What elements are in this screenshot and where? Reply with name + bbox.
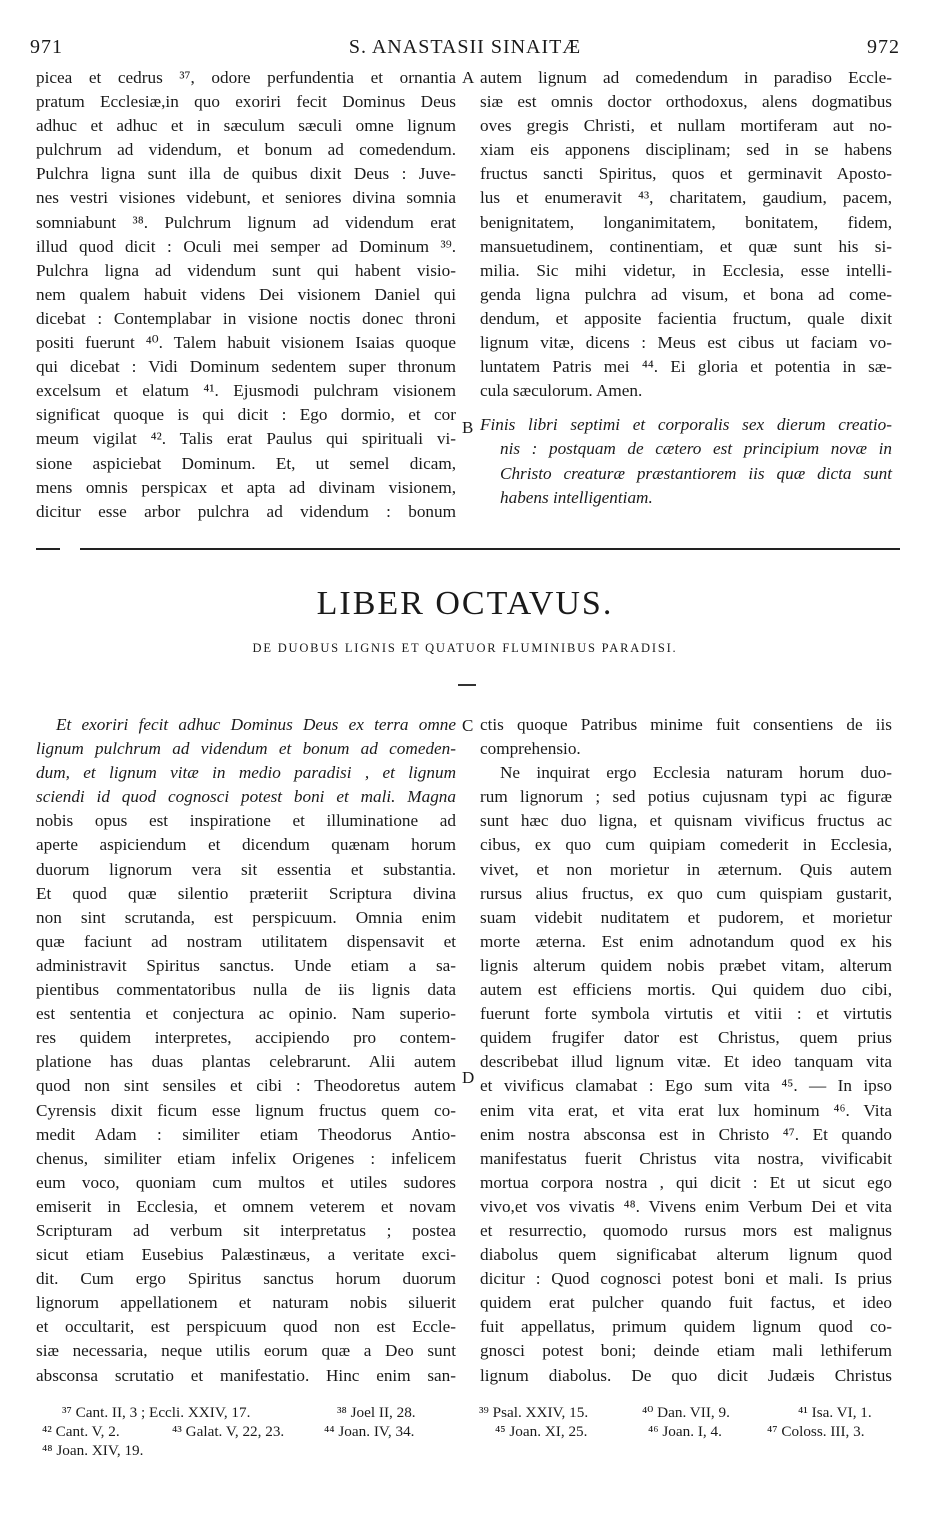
text-line: vivo,et vos vivatis ⁴⁸. Vivens enim Verbum Dei et vita (480, 1196, 892, 1216)
column-bottom-right (480, 713, 892, 1388)
page-number-right: 972 (867, 36, 900, 58)
text-line: mens omnis perspicax et apta ad divinam visionem, (36, 477, 456, 497)
text-line: comprehensio. (480, 739, 581, 759)
text-line: oves gregis Christi, et nullam mortiferam aut no- (480, 116, 892, 136)
text-line: vivet, et non morietur in æternum. Quis autem (480, 859, 892, 879)
text-line: Et exoriri fecit adhuc Dominus Deus ex terra omne (56, 715, 456, 734)
text-line: suam videbit nuditatem et pudorem, et morietur (480, 907, 892, 927)
text-line: quidem frugifer dator est Christus, quem prius (480, 1028, 892, 1048)
text-line: dendum, et apposite facientia fructum, quale dixit (480, 308, 892, 328)
text-line: pientibus commentatoribus nulla de iis lignis data (36, 980, 456, 1000)
text-line: lignum vitæ, dicens : Meus est cibus ut faciam vo- (480, 333, 892, 353)
text-line: Pulchra ligna ad videndum sunt qui habent visio- (36, 260, 456, 280)
finis-line: Finis libri septimi et corporalis sex dierum creatio- (480, 415, 892, 435)
footnote-ref: ³⁷ Cant. II, 3 ; Eccli. XXIV, 17. (62, 1404, 251, 1421)
text-line: mansuetudinem, continentiam, et quæ sunt his si- (480, 236, 892, 256)
text-line: positi fuerunt ⁴⁰. Talem habuit visionem Isaias quoque (36, 333, 456, 353)
text-line: est sententia et conjectura ac opinio. Nam superio- (36, 1004, 456, 1024)
footnote-ref: ⁴⁴ Joan. IV, 34. (324, 1423, 415, 1440)
divider-gap (60, 545, 80, 553)
margin-letter-b: B (462, 418, 474, 437)
text-line: chenus, similiter etiam infelix Origenes : infelicem (36, 1148, 456, 1168)
text-line: benignitatem, longanimitatem, bonitatem, fidem, (480, 212, 892, 232)
footnote-ref: ⁴¹ Isa. VI, 1. (798, 1404, 872, 1421)
footnote-row (42, 1422, 902, 1441)
margin-letter-c: C (462, 716, 474, 735)
text-line: Et quod quæ silentio præteriit Scriptura divina (36, 883, 456, 903)
footnote-ref: ⁴³ Galat. V, 22, 23. (172, 1423, 285, 1440)
text-line: sione aspiciebat Dominum. Et, ut semel dicam, (36, 453, 456, 473)
book-title: LIBER OCTAVUS. (316, 585, 614, 622)
title-ornament (458, 684, 476, 686)
footnote-ref: ³⁸ Joel II, 28. (337, 1404, 416, 1421)
margin-letter-d: D (462, 1068, 475, 1087)
footnotes (42, 1403, 902, 1460)
text-line: lignorum appellationem et naturam nobis siluerit (36, 1293, 456, 1313)
text-line: dicitur esse arbor pulchra ad videndum : bonum (36, 501, 456, 521)
text-line: et resurrectio, quomodo rursus mors est malignus (480, 1220, 892, 1240)
book-subtitle: DE DUOBUS LIGNIS ET QUATUOR FLUMINIBUS PARADISI. (252, 641, 678, 655)
text-line: autem lignum ad comedendum in paradiso Eccle- (480, 68, 892, 87)
text-line: dit. Cum ergo Spiritus sanctus horum duorum (36, 1269, 456, 1289)
text-line: siæ est omnis doctor orthodoxus, alens dogmatibus (480, 92, 892, 112)
text-line: lignum diabolus. De quo dicit Judæis Christus (480, 1365, 892, 1385)
text-line: nem qualem habuit videns Dei visionem Daniel qui (36, 284, 456, 304)
finis-line: habens intelligentiam. (500, 487, 653, 507)
text-line: Ne inquirat ergo Ecclesia naturam horum duo- (500, 763, 892, 783)
column-top-left (36, 66, 456, 524)
text-line: describebat illud lignum vitæ. Et ideo tanquam vita (480, 1052, 892, 1072)
text-line: pratum Ecclesiæ,in quo exoriri fecit Dominus Deus (36, 92, 456, 112)
text-line: cibus, ex quo cum quipiam comederit in Ecclesia, (480, 835, 892, 855)
text-line: illud quod dicit : Oculi mei semper ad Dominum ³⁹. (36, 236, 456, 256)
text-line: sciendi id quod cognosci potest boni et mali. Magna (36, 787, 456, 807)
page-number-left: 971 (30, 36, 63, 58)
column-top-right (480, 66, 892, 510)
finis-line: Christo creaturæ præstantiorem iis quæ dicta sunt (500, 463, 892, 483)
text-line: quidem erat pulcher quando fuit factus, et ideo (480, 1293, 892, 1313)
text-line: et vivificus clamabat : Ego sum vita ⁴⁵. — In ipso (480, 1076, 892, 1096)
text-line: xiam eis apponens disciplinam; sed in se habens (480, 140, 892, 160)
text-line: rursus alius fructus, ex quo cum quispiam gustarit, (480, 883, 892, 903)
footnote-ref: ⁴⁷ Coloss. III, 3. (767, 1423, 865, 1440)
section-divider (36, 548, 900, 550)
running-head (30, 36, 900, 66)
text-line: significat quoque is qui dicit : Ego dormio, et cor (36, 405, 456, 425)
footnote-ref: ⁴⁶ Joan. I, 4. (648, 1423, 722, 1440)
margin-letter-a: A (462, 68, 475, 87)
text-line: non sint scrutanda, est perspicuum. Omnia enim (36, 907, 456, 927)
text-line: qui dicebat : Vidi Dominum sedentem super thronum (36, 357, 456, 377)
text-line: lus et enumeravit ⁴³, charitatem, gaudium, pacem, (480, 188, 892, 208)
text-line: enim nostra absconsa est in Christo ⁴⁷. Et quando (480, 1124, 892, 1144)
text-line: fructus sancti Spiritus, quos et germinavit Aposto- (480, 164, 892, 184)
text-line: gnosci potest boni; deinde etiam mali lethiferum (480, 1341, 892, 1361)
text-line: excelsum et elatum ⁴¹. Ejusmodi pulchram visionem (36, 381, 456, 401)
text-line: cula sæculorum. Amen. (480, 381, 643, 401)
text-line: morte æterna. Est enim adnotandum quod ex his (480, 931, 892, 951)
text-line: lignum pulchrum ad videndum et bonum ad comeden- (36, 739, 456, 759)
finis-line: nis : postquam de cætero est principium novæ in (500, 439, 892, 459)
text-line: diabolus quem significabat alterum lignum quod (480, 1245, 892, 1265)
text-line: pulchrum ad videndum, et bonum ad comedendum. (36, 140, 456, 160)
text-line: duorum lignorum vera sit essentia et substantia. (36, 859, 456, 879)
text-line: milia. Sic mihi videtur, in Ecclesia, esse intelli- (480, 260, 892, 280)
footnote-ref: ⁴² Cant. V, 2. (42, 1423, 120, 1440)
text-line: emiserit in Ecclesia, et omnem veterem et novam (36, 1196, 456, 1216)
column-bottom-left (36, 713, 456, 1388)
text-line: sicut etiam Eusebius Palæstinæus, a veritate exci- (36, 1245, 456, 1265)
text-line: dicebat : Contemplabar in visione noctis donec throni (36, 308, 456, 328)
footnote-ref: ⁴⁸ Joan. XIV, 19. (42, 1442, 144, 1459)
footnote-row (42, 1441, 902, 1460)
text-line: medit Adam : similiter etiam Theodorus Antio- (36, 1124, 456, 1144)
text-line: dum, et lignum vitæ in medio paradisi , et lignum (36, 763, 456, 783)
text-line: autem est efficiens mortis. Qui quidem duo cibi, (480, 980, 892, 1000)
text-line: picea et cedrus ³⁷, odore perfundentia et ornantia (36, 68, 456, 87)
text-line: absconsa scrutatio et manifestatio. Hinc enim san- (36, 1365, 456, 1385)
footnote-ref: ⁴⁵ Joan. XI, 25. (495, 1423, 588, 1440)
text-line: ctis quoque Patribus minime fuit consentiens de iis (480, 715, 892, 734)
running-title: S. ANASTASII SINAITÆ (348, 36, 582, 58)
text-line: lignis alterum quidem nobis præbet vitam, alterum (480, 955, 892, 975)
text-line: somniabunt ³⁸. Pulchrum lignum ad videndum erat (36, 212, 456, 232)
text-line: rum lignorum ; sed potius cujusnam typi ac figuræ (480, 787, 892, 807)
text-line: fuerunt forte symbola virtutis et vitii : et virtutis (480, 1004, 892, 1024)
text-line: administravit Spiritus sanctus. Unde etiam a sa- (36, 955, 456, 975)
text-line: luntatem Patris mei ⁴⁴. Ei gloria et potentia in sæ- (480, 357, 892, 377)
text-line: nes vestri visiones videbunt, et seniores divina somnia (36, 188, 456, 208)
text-line: meum vigilat ⁴². Talis erat Paulus qui spirituali vi- (36, 429, 456, 449)
text-line: Pulchra ligna sunt illa de quibus dixit Deus : Juve- (36, 164, 456, 184)
footnote-row (42, 1403, 902, 1422)
text-line: adhuc et adhuc et in sæculum sæculi omne lignum (36, 116, 456, 136)
text-line: enim vita erat, et vita erat lux hominum ⁴⁶. Vita (480, 1100, 892, 1120)
footnote-ref: ⁴⁰ Dan. VII, 9. (642, 1404, 730, 1421)
text-line: manifestatus fuerit Christus vita nostra, vivificabit (480, 1148, 892, 1168)
text-line: nobis opus est inspiratione et illuminatione ad (36, 811, 456, 831)
footnote-ref: ³⁹ Psal. XXIV, 15. (479, 1404, 589, 1421)
text-line: siæ necessaria, neque utilis eorum quæ a Deo sunt (36, 1341, 456, 1361)
text-line: dicitur : Quod cognosci potest boni et mali. Is prius (480, 1269, 892, 1289)
text-line: Scripturam ad verbum sit interpretatus ; postea (36, 1220, 456, 1240)
text-line: fuit appellatus, primum quidem lignum quod co- (480, 1317, 892, 1337)
text-line: quæ faciunt ad nostram utilitatem dispensavit et (36, 931, 456, 951)
text-line: sunt hæc duo ligna, et quisnam vivificus fructus ac (480, 811, 892, 831)
text-line: platione has duas plantas celebrarunt. Alii autem (36, 1052, 456, 1072)
text-line: eum voco, quoniam cum multos et utiles sudores (36, 1172, 456, 1192)
text-line: res quidem interpretes, accipiendo pro contem- (36, 1028, 456, 1048)
text-line: Cyrensis dixit ficum esse lignum fructus quem co- (36, 1100, 456, 1120)
finis-note (480, 413, 892, 509)
text-line: mortua corpora nostra , qui dicit : Et ut sicut ego (480, 1172, 892, 1192)
text-line: et occultarit, est perspicuum quod non est Eccle- (36, 1317, 456, 1337)
text-line: aperte aspiciendum et dicendum quænam horum (36, 835, 456, 855)
text-line: quod non sint sensiles et cibi : Theodoretus autem (36, 1076, 456, 1096)
text-line: genda ligna pulchra ad visum, et bona ad come- (480, 284, 892, 304)
